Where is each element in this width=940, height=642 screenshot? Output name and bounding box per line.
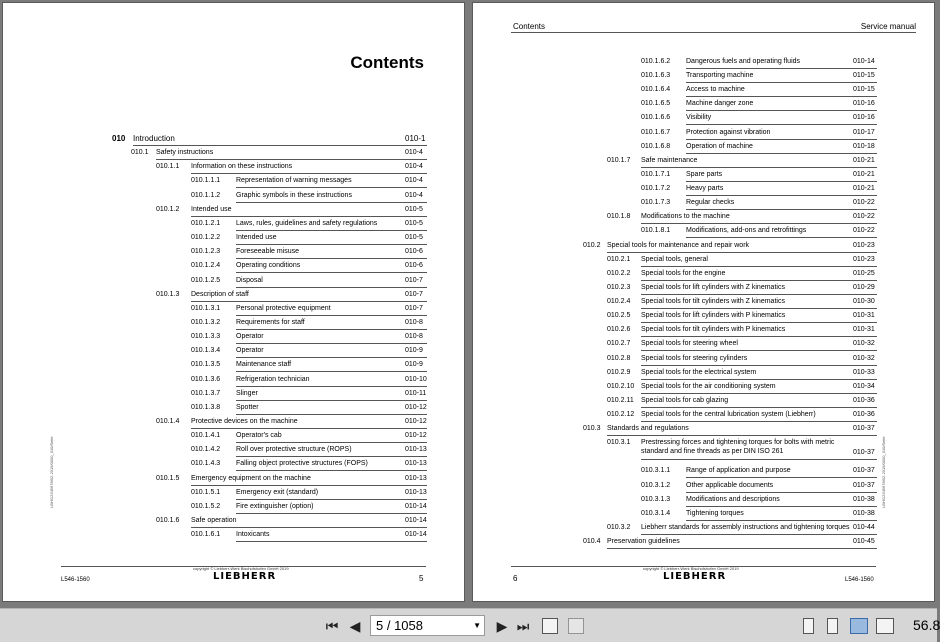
toc-entry[interactable] bbox=[641, 226, 877, 238]
toc-entry[interactable] bbox=[607, 297, 877, 309]
toc-number: 010.1.7.2 bbox=[641, 185, 671, 193]
toc-title[interactable]: Special tools for tilt cylinders with Z kinematics bbox=[641, 297, 877, 309]
toc-number: 010.1 bbox=[131, 149, 149, 157]
toc-number: 010.1.8 bbox=[607, 213, 631, 221]
footer-doc-number: L546-1560 bbox=[61, 577, 90, 583]
toc-page-ref[interactable]: 010-13 bbox=[405, 446, 427, 454]
toc-number: 010.1.3.3 bbox=[191, 333, 221, 341]
header-left: Contents bbox=[513, 22, 546, 31]
toc-number: 010.3 bbox=[583, 425, 601, 433]
toc-entry[interactable] bbox=[191, 176, 427, 188]
toc-page-ref[interactable]: 010-4 bbox=[405, 149, 423, 157]
header-right: Service manual bbox=[860, 22, 916, 31]
toc-page-ref[interactable]: 010-13 bbox=[405, 488, 427, 496]
toc-entry[interactable] bbox=[641, 466, 877, 478]
toc-page-ref[interactable]: 010-14 bbox=[405, 531, 427, 539]
toc-entry[interactable] bbox=[607, 269, 877, 281]
toc-page-ref[interactable]: 010-16 bbox=[853, 100, 875, 108]
toc-title[interactable]: Protective devices on the machine bbox=[191, 417, 427, 429]
toc-entry[interactable] bbox=[641, 198, 877, 210]
toc-page-ref[interactable]: 010-6 bbox=[405, 248, 423, 256]
go-back-icon[interactable] bbox=[540, 615, 560, 637]
toc-page-ref[interactable]: 010-37 bbox=[853, 449, 875, 457]
toc-entry[interactable] bbox=[607, 382, 877, 394]
toc-page-ref[interactable]: 010-8 bbox=[405, 318, 423, 326]
toc-title[interactable]: Operating conditions bbox=[236, 261, 427, 273]
toc-page-ref[interactable]: 010-23 bbox=[853, 241, 875, 249]
chevron-down-icon[interactable]: ▼ bbox=[473, 621, 481, 630]
toc-entry[interactable] bbox=[191, 346, 427, 358]
toc-title[interactable]: Machine danger zone bbox=[686, 99, 877, 111]
toc-page-ref[interactable]: 010-12 bbox=[405, 432, 427, 440]
toc-title[interactable]: Operator's cab bbox=[236, 431, 427, 443]
toc-title[interactable]: Maintenance staff bbox=[236, 360, 427, 372]
toc-title[interactable]: Representation of warning messages bbox=[236, 176, 427, 188]
toc-title[interactable]: Refrigeration technician bbox=[236, 375, 427, 387]
toc-number: 010.2.1 bbox=[607, 255, 631, 263]
toc-title[interactable]: Intended use bbox=[191, 205, 427, 217]
toc-number: 010.1.2.2 bbox=[191, 234, 221, 242]
toc-page-ref[interactable]: 010-25 bbox=[853, 269, 875, 277]
toc-page-ref[interactable]: 010-12 bbox=[405, 418, 427, 425]
two-page-continuous-icon[interactable] bbox=[874, 615, 896, 637]
toc-title[interactable]: Safe operation bbox=[191, 516, 427, 528]
toc-number: 010.1.6.7 bbox=[641, 128, 671, 136]
toc-page-ref[interactable]: 010-14 bbox=[405, 502, 427, 510]
footer-copyright: copyright © Liebherr-Werk Bischofshofen GmbH 2019 bbox=[193, 566, 289, 571]
toc-number: 010.1.3.6 bbox=[191, 375, 221, 383]
toc-number: 010.2.4 bbox=[607, 298, 631, 306]
toc-page-ref[interactable]: 010-37 bbox=[853, 481, 875, 489]
toc-title[interactable]: Emergency equipment on the machine bbox=[191, 474, 427, 486]
toc-page-ref[interactable]: 010-37 bbox=[853, 467, 875, 475]
toc-page-ref[interactable]: 010-4 bbox=[405, 163, 423, 171]
first-page-icon[interactable]: ⏮ bbox=[325, 617, 339, 634]
toc-title[interactable]: Requirements for staff bbox=[236, 318, 427, 330]
toc-entry[interactable] bbox=[641, 99, 877, 111]
footer-page-number: 5 bbox=[419, 574, 424, 583]
toc-page-ref[interactable]: 010-15 bbox=[853, 72, 875, 80]
viewer-toolbar bbox=[0, 608, 940, 642]
toc-page-ref[interactable]: 010-10 bbox=[405, 375, 427, 383]
toc-entry[interactable] bbox=[641, 481, 877, 493]
toc-title[interactable]: Intoxicants bbox=[236, 530, 427, 542]
toc-title[interactable]: Operator bbox=[236, 346, 427, 358]
next-page-icon[interactable]: ▶ bbox=[496, 617, 508, 634]
toc-number: 010 bbox=[112, 134, 126, 143]
document-page-left bbox=[2, 2, 465, 602]
toc-entry[interactable] bbox=[156, 162, 427, 174]
toc-number: 010.1.6.2 bbox=[641, 58, 671, 65]
toc-number: 010.1.6.6 bbox=[641, 114, 671, 122]
toc-entry[interactable] bbox=[641, 71, 877, 83]
toc-number: 010.2.5 bbox=[607, 312, 631, 320]
toc-title[interactable]: Heavy parts bbox=[686, 184, 877, 196]
toc-title[interactable]: Dangerous fuels and operating fluids bbox=[686, 57, 877, 69]
toc-page-ref[interactable]: 010-16 bbox=[853, 114, 875, 122]
toc-page-ref[interactable]: 010-44 bbox=[853, 523, 875, 531]
toc-title[interactable]: Safety instructions bbox=[156, 148, 427, 160]
toc-number: 010.2.7 bbox=[607, 340, 631, 348]
toc-title[interactable]: Access to machine bbox=[686, 85, 877, 97]
page-number-input[interactable] bbox=[370, 615, 485, 636]
toc-number: 010.1.5.2 bbox=[191, 502, 221, 510]
toc-number: 010.1.3 bbox=[156, 290, 180, 298]
toc-title[interactable]: Safe maintenance bbox=[641, 156, 877, 168]
toc-number: 010.1.2.3 bbox=[191, 248, 221, 256]
toc-number: 010.1.1.1 bbox=[191, 177, 221, 185]
toc-entry[interactable] bbox=[641, 495, 877, 507]
header-line bbox=[511, 32, 916, 33]
toc-number: 010.1.6.4 bbox=[641, 86, 671, 94]
toc-entry[interactable] bbox=[607, 255, 877, 267]
toc-entry[interactable] bbox=[607, 339, 877, 351]
toc-title[interactable]: Laws, rules, guidelines and safety regulations bbox=[236, 219, 427, 231]
toc-title[interactable]: Special tools for lift cylinders with Z kinematics bbox=[641, 283, 877, 295]
toc-page-ref[interactable]: 010-7 bbox=[405, 290, 423, 298]
toc-number: 010.2.11 bbox=[607, 396, 634, 404]
toc-page-ref[interactable]: 010-12 bbox=[405, 403, 427, 411]
toc-title[interactable]: Graphic symbols in these instructions bbox=[236, 191, 427, 203]
toc-title[interactable]: Introduction bbox=[133, 134, 427, 146]
toc-page-ref[interactable]: 010-4 bbox=[405, 191, 423, 199]
toc-entry[interactable] bbox=[112, 134, 427, 146]
toc-title[interactable]: Information on these instructions bbox=[191, 162, 427, 174]
toc-number: 010.1.5.1 bbox=[191, 488, 221, 496]
toc-number: 010.1.7 bbox=[607, 156, 631, 164]
toc-page-ref[interactable]: 010-22 bbox=[853, 213, 875, 221]
toc-title[interactable]: Operation of machine bbox=[686, 142, 877, 154]
toc-entry[interactable] bbox=[607, 396, 877, 408]
toc-number: 010.1.1 bbox=[156, 163, 180, 171]
toc-entry[interactable] bbox=[191, 233, 427, 245]
toc-title[interactable]: Other applicable documents bbox=[686, 481, 877, 493]
toc-number: 010.1.2 bbox=[156, 205, 180, 213]
toc-page-ref[interactable]: 010-14 bbox=[405, 517, 427, 525]
toc-number: 010.1.8.1 bbox=[641, 227, 671, 235]
toc-entry[interactable] bbox=[641, 85, 877, 97]
toc-entry[interactable] bbox=[191, 219, 427, 231]
toc-entry[interactable] bbox=[641, 170, 877, 182]
toc-entry[interactable] bbox=[156, 516, 427, 528]
toc-entry[interactable] bbox=[607, 325, 877, 337]
toc-page-ref[interactable]: 010-8 bbox=[405, 333, 423, 341]
toc-title[interactable]: Tightening torques bbox=[686, 509, 877, 521]
toc-page-ref[interactable]: 010-13 bbox=[405, 460, 427, 468]
toc-page-ref[interactable]: 010-15 bbox=[853, 86, 875, 94]
toc-entry[interactable] bbox=[191, 502, 427, 514]
footer-copyright: copyright © Liebherr-Werk Bischofshofen GmbH 2019 bbox=[643, 566, 739, 571]
footer-page-number: 6 bbox=[513, 574, 518, 583]
toc-number: 010.1.1.2 bbox=[191, 191, 221, 199]
liebherr-logo: LIEBHERR bbox=[213, 571, 277, 582]
two-page-icon[interactable] bbox=[848, 615, 870, 637]
toc-page-ref[interactable]: 010-5 bbox=[405, 219, 423, 227]
toc-entry[interactable] bbox=[641, 184, 877, 196]
page-indicator: 5 / 1058 bbox=[376, 618, 423, 633]
toc-entry[interactable] bbox=[191, 304, 427, 316]
toc-page-ref[interactable]: 010-36 bbox=[853, 411, 875, 418]
toc-page-ref[interactable]: 010-32 bbox=[853, 340, 875, 348]
go-forward-icon[interactable] bbox=[566, 615, 586, 637]
toc-entry[interactable] bbox=[607, 523, 877, 535]
continuous-icon[interactable] bbox=[822, 615, 842, 637]
toc-title[interactable]: Falling object protective structures (FOPS) bbox=[236, 459, 427, 471]
toc-number: 010.1.3.2 bbox=[191, 318, 221, 326]
side-code: LBH/12345678/02-2019/0000_010/Seite bbox=[49, 436, 54, 508]
toc-title[interactable]: Special tools for the air conditioning system bbox=[641, 382, 877, 394]
toc-page-ref[interactable]: 010-38 bbox=[853, 509, 875, 517]
toc-entry[interactable] bbox=[191, 403, 427, 415]
toc-title[interactable]: Prestressing forces and tightening torques for bolts with metric standard and fine threads as per DIN ISO 261 bbox=[641, 438, 877, 460]
toc-entry[interactable] bbox=[191, 261, 427, 273]
toc-number: 010.3.1.3 bbox=[641, 495, 671, 503]
toc-title[interactable]: Foreseeable misuse bbox=[236, 247, 427, 259]
toc-number: 010.2.3 bbox=[607, 283, 631, 291]
toc-title[interactable]: Special tools for the electrical system bbox=[641, 368, 877, 380]
toc-page-ref[interactable]: 010-18 bbox=[853, 142, 875, 150]
toc-entry[interactable] bbox=[131, 148, 427, 160]
toc-title[interactable]: Regular checks bbox=[686, 198, 877, 210]
zoom-level[interactable]: 56.8 bbox=[913, 617, 940, 633]
toc-entry[interactable] bbox=[191, 389, 427, 401]
toc-page-ref[interactable]: 010-34 bbox=[853, 382, 875, 390]
toc-title[interactable]: Visibility bbox=[686, 113, 877, 125]
toc-title[interactable]: Special tools for the engine bbox=[641, 269, 877, 281]
toc-title[interactable]: Special tools for tilt cylinders with P kinematics bbox=[641, 325, 877, 337]
toc-number: 010.1.3.5 bbox=[191, 361, 221, 369]
single-page-icon[interactable] bbox=[798, 615, 818, 637]
toc-number: 010.1.4 bbox=[156, 418, 180, 425]
toc-entry[interactable] bbox=[607, 368, 877, 380]
toc-entry[interactable] bbox=[607, 438, 877, 460]
toc-entry[interactable] bbox=[191, 276, 427, 288]
toc-number: 010.1.2.1 bbox=[191, 219, 221, 227]
toc-title[interactable]: Fire extinguisher (option) bbox=[236, 502, 427, 514]
toc-page-ref[interactable]: 010-13 bbox=[405, 474, 427, 482]
toc-page-ref[interactable]: 010-21 bbox=[853, 156, 875, 164]
toc-entry[interactable] bbox=[191, 247, 427, 259]
toc-number: 010.2.6 bbox=[607, 326, 631, 334]
toc-title[interactable]: Spotter bbox=[236, 403, 427, 415]
toc-number: 010.1.7.3 bbox=[641, 199, 671, 207]
toc-entry[interactable] bbox=[191, 318, 427, 330]
toc-title[interactable]: Transporting machine bbox=[686, 71, 877, 83]
toc-page-ref[interactable]: 010-22 bbox=[853, 227, 875, 235]
toc-number: 010.1.6.8 bbox=[641, 142, 671, 150]
toc-title[interactable]: Modifications, add-ons and retrofittings bbox=[686, 226, 877, 238]
toc-number: 010.2.2 bbox=[607, 269, 631, 277]
toc-page-ref[interactable]: 010-5 bbox=[405, 205, 423, 213]
document-page-right bbox=[472, 2, 935, 602]
toc-number: 010.3.1.4 bbox=[641, 509, 671, 517]
toc-title[interactable]: Special tools for steering wheel bbox=[641, 339, 877, 351]
toc-number: 010.2.12 bbox=[607, 411, 635, 418]
toc-entry[interactable] bbox=[156, 417, 427, 429]
page-title: Contents bbox=[350, 53, 424, 72]
toc-title[interactable]: Special tools for lift cylinders with P kinematics bbox=[641, 311, 877, 323]
toc-number: 010.1.4.3 bbox=[191, 460, 221, 468]
toc-entry[interactable] bbox=[607, 410, 877, 422]
toc-entry[interactable] bbox=[607, 212, 877, 224]
toc-entry[interactable] bbox=[191, 445, 427, 457]
toc-page-ref[interactable]: 010-29 bbox=[853, 283, 875, 291]
toc-number: 010.3.1.2 bbox=[641, 481, 671, 489]
toc-title[interactable]: Preservation guidelines bbox=[607, 537, 877, 549]
toc-title[interactable]: Operator bbox=[236, 332, 427, 344]
toc-entry[interactable] bbox=[607, 283, 877, 295]
toc-entry[interactable] bbox=[607, 354, 877, 366]
toc-entry[interactable] bbox=[191, 375, 427, 387]
toc-entry[interactable] bbox=[191, 459, 427, 471]
toc-entry[interactable] bbox=[607, 311, 877, 323]
toc-entry[interactable] bbox=[191, 360, 427, 372]
toc-title[interactable]: Emergency exit (standard) bbox=[236, 488, 427, 500]
toc-page-ref[interactable]: 010-17 bbox=[853, 128, 875, 136]
toc-page-ref[interactable]: 010-6 bbox=[405, 262, 423, 270]
toc-title[interactable]: Modifications and descriptions bbox=[686, 495, 877, 507]
toc-number: 010.1.7.1 bbox=[641, 170, 671, 178]
toc-entry[interactable] bbox=[156, 290, 427, 302]
toc-page-ref[interactable]: 010-7 bbox=[405, 304, 423, 312]
toc-title[interactable]: Special tools for cab glazing bbox=[641, 396, 877, 408]
toc-number: 010.1.6.5 bbox=[641, 100, 671, 108]
toc-page-ref[interactable]: 010-38 bbox=[853, 495, 875, 503]
toc-entry[interactable] bbox=[583, 241, 877, 253]
toc-title[interactable]: Description of staff bbox=[191, 290, 427, 302]
toc-page-ref[interactable]: 010-9 bbox=[405, 347, 423, 355]
toc-number: 010.1.3.8 bbox=[191, 403, 221, 411]
liebherr-logo: LIEBHERR bbox=[663, 571, 727, 582]
last-page-icon[interactable]: ⏭ bbox=[516, 617, 530, 634]
toc-page-ref[interactable]: 010-23 bbox=[853, 255, 875, 263]
toc-page-ref[interactable]: 010-22 bbox=[853, 199, 875, 207]
toc-entry[interactable] bbox=[191, 332, 427, 344]
toc-number: 010.2.10 bbox=[607, 382, 635, 390]
toc-number: 010.2.8 bbox=[607, 354, 631, 362]
toc-title[interactable]: Slinger bbox=[236, 389, 427, 401]
toc-title[interactable]: Special tools for steering cylinders bbox=[641, 354, 877, 366]
toc-page-ref[interactable]: 010-14 bbox=[853, 58, 875, 65]
toc-entry[interactable] bbox=[156, 205, 427, 217]
toc-number: 010.1.6.1 bbox=[191, 531, 221, 539]
toc-title[interactable]: Modifications to the machine bbox=[641, 212, 877, 224]
toc-number: 010.1.3.4 bbox=[191, 347, 221, 355]
toc-page-ref[interactable]: 010-45 bbox=[853, 538, 875, 546]
toc-page-ref[interactable]: 010-36 bbox=[853, 396, 875, 404]
toc-entry[interactable] bbox=[583, 424, 877, 436]
toc-title[interactable]: Standards and regulations bbox=[607, 424, 877, 436]
toc-title[interactable]: Protection against vibration bbox=[686, 128, 877, 140]
toc-page-ref[interactable]: 010-21 bbox=[853, 185, 875, 193]
toc-number: 010.2.9 bbox=[607, 368, 631, 376]
toc-title[interactable]: Special tools, general bbox=[641, 255, 877, 267]
toc-page-ref[interactable]: 010-4 bbox=[405, 177, 423, 185]
toc-number: 010.3.1.1 bbox=[641, 467, 671, 475]
toc-number: 010.3.1 bbox=[607, 439, 631, 447]
toc-title[interactable]: Liebherr standards for assembly instructions and tightening torques bbox=[641, 523, 877, 535]
toc-entry[interactable] bbox=[641, 128, 877, 140]
toc-page-ref[interactable]: 010-31 bbox=[853, 312, 875, 320]
toc-entry[interactable] bbox=[191, 431, 427, 443]
toc-title[interactable]: Spare parts bbox=[686, 170, 877, 182]
toc-title[interactable]: Intended use bbox=[236, 233, 427, 245]
toc-number: 010.1.2.5 bbox=[191, 276, 221, 284]
toc-entry[interactable] bbox=[191, 530, 427, 542]
toc-number: 010.1.4.2 bbox=[191, 446, 221, 454]
toc-page-ref[interactable]: 010-33 bbox=[853, 368, 875, 376]
toc-title[interactable]: Disposal bbox=[236, 276, 427, 288]
toc-number: 010.1.6 bbox=[156, 517, 180, 525]
toc-number: 010.1.3.7 bbox=[191, 389, 221, 397]
toc-number: 010.3.2 bbox=[607, 523, 631, 531]
toc-entry[interactable] bbox=[191, 191, 427, 203]
toc-number: 010.1.5 bbox=[156, 474, 180, 482]
toc-entry[interactable] bbox=[641, 113, 877, 125]
toc-page-ref[interactable]: 010-21 bbox=[853, 170, 875, 178]
toc-page-ref[interactable]: 010-11 bbox=[405, 389, 427, 397]
toc-page-ref[interactable]: 010-32 bbox=[853, 354, 875, 362]
toc-title[interactable]: Special tools for maintenance and repair work bbox=[607, 241, 877, 253]
footer-doc-number: L546-1560 bbox=[845, 577, 874, 583]
toc-number: 010.1.2.4 bbox=[191, 262, 221, 270]
prev-page-icon[interactable]: ◀ bbox=[349, 617, 361, 634]
toc-title[interactable]: Roll over protective structure (ROPS) bbox=[236, 445, 427, 457]
toc-entry[interactable] bbox=[583, 537, 877, 549]
toc-number: 010.4 bbox=[583, 538, 601, 546]
toc-entry[interactable] bbox=[641, 57, 877, 69]
toc-page-ref[interactable]: 010-5 bbox=[405, 234, 423, 242]
toc-number: 010.1.6.3 bbox=[641, 72, 671, 80]
toc-number: 010.2 bbox=[583, 241, 601, 249]
toc-page-ref[interactable]: 010-31 bbox=[853, 326, 875, 334]
toc-page-ref[interactable]: 010-7 bbox=[405, 276, 423, 284]
toc-page-ref[interactable]: 010-37 bbox=[853, 425, 875, 433]
toc-title[interactable]: Personal protective equipment bbox=[236, 304, 427, 316]
toc-title[interactable]: Special tools for the central lubrication system (Liebherr) bbox=[641, 410, 877, 422]
toc-page-ref[interactable]: 010-1 bbox=[405, 134, 426, 143]
toc-entry[interactable] bbox=[191, 488, 427, 500]
toc-entry[interactable] bbox=[641, 509, 877, 521]
toc-page-ref[interactable]: 010-30 bbox=[853, 298, 875, 306]
toc-number: 010.1.4.1 bbox=[191, 432, 221, 440]
toc-number: 010.1.3.1 bbox=[191, 304, 221, 312]
toc-title[interactable]: Range of application and purpose bbox=[686, 466, 877, 478]
toc-entry[interactable] bbox=[156, 474, 427, 486]
toc-entry[interactable] bbox=[641, 142, 877, 154]
side-code: LBH/12345678/02-2019/0000_010/Seite bbox=[881, 436, 886, 508]
toc-page-ref[interactable]: 010-9 bbox=[405, 361, 423, 369]
toc-entry[interactable] bbox=[607, 156, 877, 168]
